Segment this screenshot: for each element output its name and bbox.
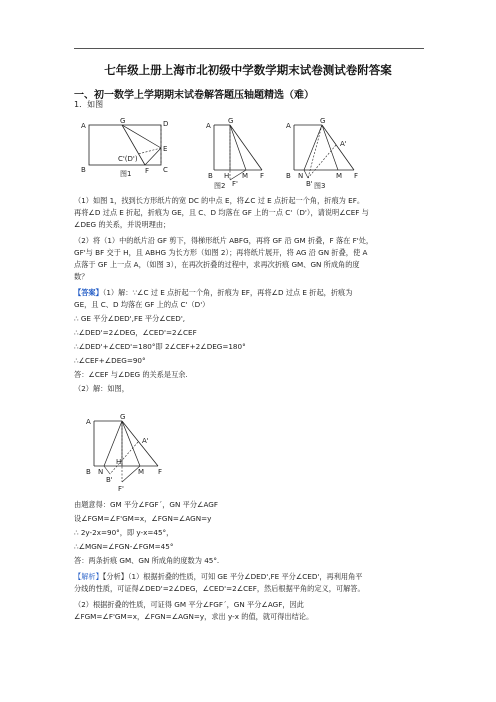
fig3-fold-gm [322,125,338,170]
fig2-label-a: A [206,122,211,130]
fig2-edge-gf [230,125,262,170]
fig3-label-a: A [286,122,291,130]
answer-line-6: ∴∠CEF+∠DEG=90° [74,356,146,365]
fig2-label-m: M [242,172,249,180]
answer-line-3: ∴ GE 平分∠DED',FE 平分∠CED', [74,314,186,323]
fig4-edge-gf [122,421,158,466]
answer-line-8: （2）解：如图， [74,384,129,393]
figure-4 [80,410,176,494]
fig3-caption: 图3 [314,182,326,190]
fig4-label-g: G [120,413,126,421]
fig3-label-g: G [320,117,326,125]
answer2-line-3: ∴ 2y-2x=90°，即 y-x=45°， [74,528,174,537]
fig3-label-a-prime: A' [340,140,347,148]
analysis-tag: 【解析】 [74,572,103,581]
question-line-6: 点落于 GF 上一点 A，（如图 3），在再次折叠的过程中，求再次折痕 GM、GN 所成角的度 [74,260,360,269]
fig3-label-b-prime: B' [306,180,313,188]
question-line-3: ∠DEG 的关系，并说明理由； [74,220,171,229]
answer2-line-2: 设∠FGM=∠F'GM=x，∠FGN=∠AGN=y [74,514,212,523]
fig4-label-f-prime: F' [118,485,124,493]
fig4-label-a-prime: A' [142,437,149,445]
fig2-fold-gm [230,125,246,170]
answer2-line-5: 答：两条折痕 GM、GN 所成角的度数为 45°. [74,556,220,565]
analysis-line-1 [74,572,424,582]
fig1-label-a: A [81,122,86,130]
figure-1 [80,114,180,178]
question-line-4: （2）将（1）中的纸片沿 GF 剪下，得梯形纸片 ABFG，再将 GF 沿 GM 折叠，F 落在 F'处， [74,236,374,245]
section-heading: 一、初一数学上学期期末试卷解答题压轴题精选（难） [74,90,314,101]
fig2-label-f: F [260,172,265,180]
fig2-label-g: G [228,117,234,125]
analysis-line-4: ∠FGM=∠F'GM=x，∠FGN=∠AGN=y，求出 y-x 的值，就可得出结论。 [74,612,314,621]
fig3-edge-gf [322,125,354,170]
fig1-label-c-prime: C'(D') [118,155,138,163]
answer-line-7: 答：∠CEF 与∠DEG 的关系是互余. [74,370,188,379]
question-line-7: 数？ [74,272,89,281]
header-rule [74,48,424,49]
fig4-label-f: F [158,468,163,476]
analysis-line-2: 分线的性质，可证得∠DED'=2∠DEG，∠CED'=2∠CEF，然后根据平角的定义，可解答。 [74,584,365,593]
fig1-label-d: D [163,120,169,128]
answer-line-1 [74,288,424,298]
fig3-label-f: F [354,172,359,180]
fig1-label-e: E [163,145,168,153]
question-line-1: （1）如图 1，找到长方形纸片的宽 DC 的中点 E，将∠C 过 E 点折起一个角，折痕为 EF。 [74,196,365,205]
fig4-label-h: H [116,458,122,466]
fig2-label-h: H [224,172,230,180]
fig1-label-b: B [81,166,86,174]
analysis-line-1-text: 【分析】（1）根据折叠的性质，可知 GE 平分∠DED',FE 平分∠CED'，再利用角平 [102,572,363,581]
answer-line-2: GE，且 C、D 均落在 GF 上的点 C'（D'） [74,300,210,309]
fig4-fold-gm [122,421,140,466]
question-line-5: GF'与 BF 交于 H，且 ABHG 为长方形（如图 2）；再将纸片展开，将 AG 沿 GN 折叠，使 A [74,248,368,257]
fig3-label-b: B [286,172,291,180]
fig1-label-f: F [145,167,150,175]
question-line-2: 再将∠D 过点 E 折起，折痕为 GE，且 C、D 均落在 GF 上的一点 C'（D'），请说明∠CEF 与 [74,208,369,217]
fig3-fold-gn [304,125,322,170]
analysis-line-3: （2）根据折叠的性质，可证得 GM 平分∠FGF´，GN 平分∠AGF，因此 [74,600,304,609]
fig1-label-g: G [120,117,126,125]
fig1-caption: 图1 [120,170,132,178]
question-number: 1．如图 [74,100,104,109]
answer2-line-4: ∴∠MGN=∠FGN-∠FGM=45° [74,542,174,551]
answer-line-1-text: （1）解：∵∠C 过 E 点折起一个角，折痕为 EF，再将∠D 过点 E 折起，折痕为 [102,288,353,297]
answer-line-5: ∴∠DED'+∠CED'=180°即 2∠CEF+2∠DEG=180° [74,342,246,351]
fig4-label-a: A [86,418,91,426]
figure-2 [200,114,276,190]
fig4-label-b: B [86,468,91,476]
answer-line-4: ∴∠DED'=2∠DEG，∠CED'=2∠CEF [74,328,197,337]
page-title: 七年级上册上海市北初级中学数学期末试卷测试卷附答案 [104,63,392,77]
fig1-label-c: C [163,166,168,174]
fig2-label-b: B [208,172,213,180]
fig3-label-n: N [298,172,304,180]
answer2-line-1: 由题意得：GM 平分∠FGF´，GN 平分∠AGF [74,500,218,509]
fig2-caption: 图2 [214,182,226,190]
fig4-label-n: N [98,468,104,476]
answer-tag: 【答案】 [74,288,103,297]
figure-3 [280,114,370,190]
fig2-label-f-prime: F' [232,180,238,188]
fig4-label-m: M [138,468,145,476]
fig3-label-m: M [336,172,343,180]
fig4-label-b-prime: B' [106,476,113,484]
